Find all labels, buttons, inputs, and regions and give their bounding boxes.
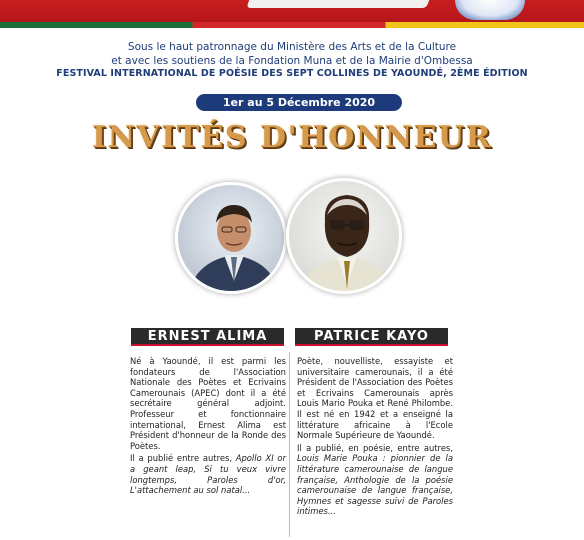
festival-emblem-icon xyxy=(455,0,525,20)
bio-paragraph: Né à Yaoundé, il est parmi les fondateurs de l'Association Nationale des Poètes et Ecrivains Camerounais (APEC) dont il a été secrétaire général adjoint. Professeur et fonctionnaire international, Ernest Alima est Président d'honneur de la Ronde des Poètes. xyxy=(130,356,286,451)
portrait-patrice-kayo xyxy=(286,178,402,294)
bio-ernest-alima xyxy=(130,356,286,496)
bio-publications-titles: Louis Marie Pouka : pionnier de la littérature camerounaise de langue française, Anthologie de la poésie camerounaise de langue française, Hymnes et sagesse suivi de Paroles intimes... xyxy=(297,453,453,517)
bio-publications xyxy=(297,443,453,517)
festival-title: FESTIVAL INTERNATIONAL DE POÉSIE DES SEPT COLLINES DE YAOUNDÉ, 2ÈME ÉDITION xyxy=(56,68,528,79)
patronage-line-2: et avec les soutiens de la Fondation Muna et de la Mairie d'Ombessa xyxy=(111,55,473,67)
bio-paragraph: Poète, nouvelliste, essayiste et universitaire camerounais, il a été Président de l'Association des Poètes et Ecrivains Camerounais après Louis Mario Pouka et René Philombe. Il est né en 1942 et a enseigné la littérature africaine à l'Ecole Normale Supérieure de Yaoundé. xyxy=(297,356,453,441)
banner-slogan-fragment xyxy=(246,0,433,8)
flag-stripe-divider xyxy=(0,22,584,28)
bio-publications-intro: Il a publié, en poésie, entre autres, xyxy=(297,442,453,453)
column-divider xyxy=(289,352,290,537)
patronage-line-1: Sous le haut patronnage du Ministère des Arts et de la Culture xyxy=(127,41,457,53)
portrait-patrice-kayo-image xyxy=(289,181,402,294)
portrait-ernest-alima xyxy=(175,182,287,294)
bio-publications-intro: Il a publié entre autres, xyxy=(130,453,236,464)
section-title: INVITÉS D'HONNEUR xyxy=(91,120,493,155)
event-dates-badge: 1er au 5 Décembre 2020 xyxy=(196,94,402,111)
guest-name-patrice-kayo: PATRICE KAYO xyxy=(295,328,448,346)
portrait-ernest-alima-image xyxy=(178,185,287,294)
bio-publications-titles: Apollo XI or a geant leap, Si tu veux vivre longtemps, Paroles d'or, L'attachement au sol natal... xyxy=(130,453,286,496)
bio-patrice-kayo xyxy=(297,356,453,517)
bio-publications xyxy=(130,453,286,495)
guest-name-ernest-alima: ERNEST ALIMA xyxy=(131,328,284,346)
